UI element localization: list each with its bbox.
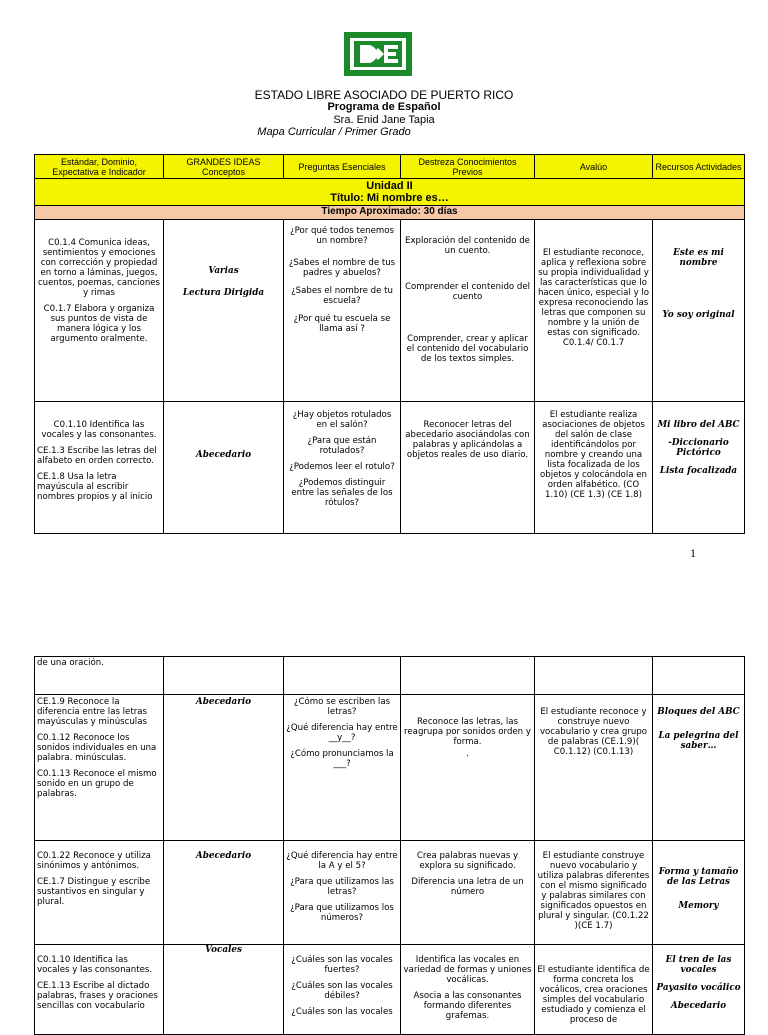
cell-estandar: C0.1.10 Identifica las vocales y las consonantes. CE.1.3 Escribe las letras del alfabeto en orden correcto. CE.1.8 Usa la letra mayúscula al escribir nombres propios y al inicio [35, 402, 164, 534]
cell-recursos: El tren de las vocales Payasito vocálico Abecedario [653, 945, 745, 1035]
cell-avaluo: El estudiante reconoce y construye nuevo vocabulario y crea grupo de palabras (CE.1.9)( C0.1.12) (C0.1.13) [535, 695, 653, 841]
header-subtitle: Mapa Curricular / Primer Grado [257, 126, 411, 138]
cell-destreza: Reconocer letras del abecedario asociándolas con palabras y aplicándolas a objetos reales de uso diario. [401, 402, 535, 534]
dde-logo [344, 32, 412, 76]
table-row [35, 220, 745, 402]
cell-preguntas: ¿Cuáles son las vocales fuertes? ¿Cuáles son las vocales débiles? ¿Cuáles son las vocales [284, 945, 401, 1035]
cell-recursos: Forma y tamaño de las Letras Memory [653, 841, 745, 945]
cell-ideas [164, 657, 284, 695]
cell-ideas: Abecedario [164, 402, 284, 534]
cell-estandar: C0.1.10 Identifica las vocales y las consonantes. CE.1.13 Escribe al dictado palabras, frases y oraciones sencillas con vocabulario [35, 945, 164, 1035]
cell-estandar: C0.1.22 Reconoce y utiliza sinónimos y antónimos. CE.1.7 Distingue y escribe sustantivos en singular y plural. [35, 841, 164, 945]
col-header-ideas: GRANDES IDEAS Conceptos [164, 155, 284, 179]
cell-estandar: de una oración. [35, 657, 164, 695]
curriculum-table-page2 [34, 656, 745, 1035]
unit-number: Unidad II [366, 180, 413, 192]
cell-avaluo: El estudiante realiza asociaciones de objetos del salón de clase identificándolos por nombre y creando una lista focalizada de los objetos y colocándola en orden alfabético. (CO 1.10) (CE 1.3) (CE 1.8) [535, 402, 653, 534]
header-teacher: Sra. Enid Jane Tapia [333, 114, 435, 126]
cell-avaluo: El estudiante identifica de forma concreta los vocálicos, crea oraciones simples del vocabulario estudiado y comienza el proceso de [535, 945, 653, 1035]
page-number: 1 [690, 546, 696, 560]
cell-recursos: Mi libro del ABC -Diccionario Pictórico Lista focalizada [653, 402, 745, 534]
cell-ideas: Abecedario [164, 841, 284, 945]
cell-preguntas: ¿Cómo se escriben las letras? ¿Qué diferencia hay entre __y__? ¿Cómo pronunciamos la ___? [284, 695, 401, 841]
cell-avaluo: El estudiante construye nuevo vocabulario y utiliza palabras diferentes con el mismo significado y palabras similares con significados opuestos en plural y singular. (C0.1.22 )(CE 1.7) [535, 841, 653, 945]
cell-ideas: Vocales [164, 945, 284, 1035]
table-row [35, 841, 745, 945]
table-row [35, 402, 745, 534]
cell-ideas: Abecedario [164, 695, 284, 841]
cell-destreza: Crea palabras nuevas y explora su significado. Diferencia una letra de un número [401, 841, 535, 945]
col-header-estandar: Estándar, Dominio, Expectativa e Indicador [35, 155, 164, 179]
cell-recursos: Bloques del ABC La pelegrina del saber… [653, 695, 745, 841]
col-header-recursos: Recursos Actividades [653, 155, 745, 179]
col-header-avaluo: Avalúo [535, 155, 653, 179]
cell-recursos: Este es mi nombre Yo soy original [653, 220, 745, 402]
table-row [35, 657, 745, 695]
cell-preguntas: ¿Hay objetos rotulados en el salón? ¿Para que están rotulados? ¿Podemos leer el rotulo? ¿Podemos distinguir entre las señales de los rótulos? [284, 402, 401, 534]
cell-avaluo [535, 657, 653, 695]
cell-recursos [653, 657, 745, 695]
cell-preguntas: ¿Por qué todos tenemos un nombre? ¿Sabes el nombre de tus padres y abuelos? ¿Sabes el nombre de tu escuela? ¿Por qué tu escuela se llama así ? [284, 220, 401, 402]
cell-preguntas [284, 657, 401, 695]
unit-duration: Tiempo Aproximado: 30 días [35, 206, 745, 220]
table-row [35, 945, 745, 1035]
cell-destreza [401, 657, 535, 695]
cell-destreza: Exploración del contenido de un cuento. Comprender el contenido del cuento Comprender, crear y aplicar el contenido del vocabulario de los textos simples. [401, 220, 535, 402]
header-program: Programa de Español [327, 101, 441, 113]
cell-estandar: C0.1.4 Comunica ideas, sentimientos y emociones con corrección y propiedad en torno a láminas, juegos, cuentos, poemas, canciones y rimas C0.1.7 Elabora y organiza sus puntos de vista de manera lógica y los argumento oralmente. [35, 220, 164, 402]
curriculum-table-page1 [34, 154, 745, 534]
col-header-preguntas: Preguntas Esenciales [284, 155, 401, 179]
col-header-destreza: Destreza Conocimientos Previos [401, 155, 535, 179]
cell-destreza: Reconoce las letras, las reagrupa por sonidos orden y forma. . [401, 695, 535, 841]
header-title: ESTADO LIBRE ASOCIADO DE PUERTO RICO [254, 88, 514, 102]
cell-estandar: CE.1.9 Reconoce la diferencia entre las letras mayúsculas y minúsculas C0.1.12 Reconoce los sonidos individuales en una palabra. minúsculas. C0.1.13 Reconoce el mismo sonido en un grupo de palabras. [35, 695, 164, 841]
table-row [35, 695, 745, 841]
unit-name: Título: Mi nombre es… [330, 192, 449, 204]
cell-preguntas: ¿Qué diferencia hay entre la A y el 5? ¿Para que utilizamos las letras? ¿Para que utilizamos los números? [284, 841, 401, 945]
cell-avaluo: El estudiante reconoce, aplica y reflexiona sobre su propia individualidad y las características que lo hacen único, especial y lo expresa reconociendo las letras que componen su nombre y la unión de estas con significado. C0.1.4/ C0.1.7 [535, 220, 653, 402]
cell-ideas: Varias Lectura Dirigida [164, 220, 284, 402]
unit-title [35, 179, 745, 206]
cell-destreza: Identifica las vocales en variedad de formas y uniones vocálicas. Asocia a las consonantes formando diferentes grafemas. [401, 945, 535, 1035]
